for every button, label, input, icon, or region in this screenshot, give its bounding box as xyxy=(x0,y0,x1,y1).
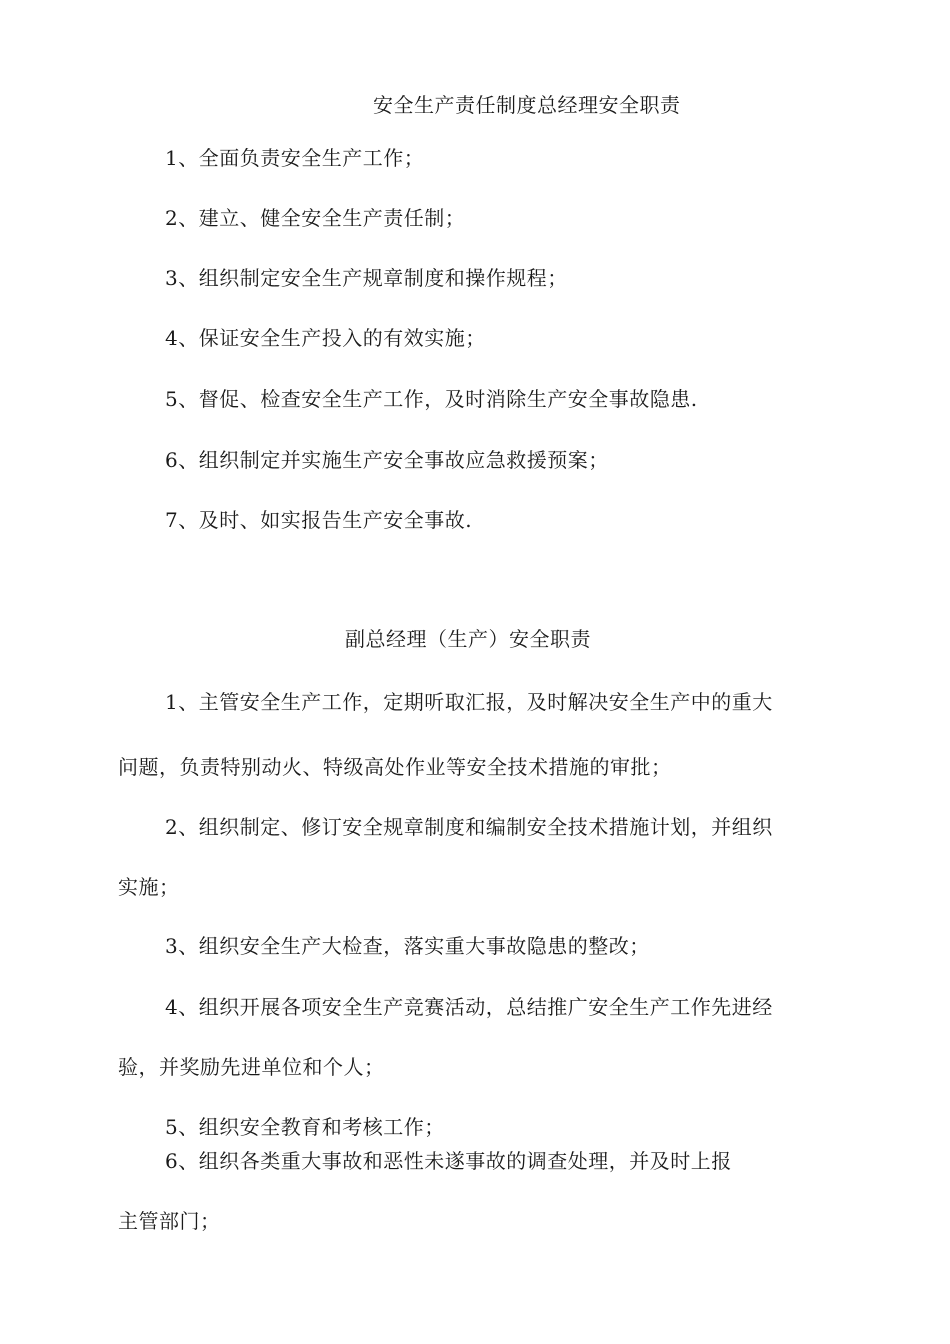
section1-title: 安全生产责任制度总经理安全职责 xyxy=(373,93,681,117)
section1-item-2: 2、建立、健全安全生产责任制； xyxy=(165,206,466,230)
section2-item-1-line-2: 问题，负责特别动火、特级高处作业等安全技术措施的审批； xyxy=(118,755,672,779)
section2-item-5: 5、组织安全教育和考核工作； xyxy=(165,1115,445,1139)
section1-item-1: 1、全面负责安全生产工作； xyxy=(165,146,425,170)
section1-item-4: 4、保证安全生产投入的有效实施； xyxy=(165,326,486,350)
section2-item-6-line-2: 主管部门； xyxy=(118,1209,221,1233)
section1-item-5: 5、督促、检查安全生产工作，及时消除生产安全事故隐患. xyxy=(165,387,698,411)
section2-item-3: 3、组织安全生产大检查，落实重大事故隐患的整改； xyxy=(165,934,650,958)
section2-item-4-line-2: 验，并奖励先进单位和个人； xyxy=(118,1055,385,1079)
section2-item-1-line-1: 1、主管安全生产工作，定期听取汇报，及时解决安全生产中的重大 xyxy=(165,690,773,714)
section2-item-2-line-1: 2、组织制定、修订安全规章制度和编制安全技术措施计划，并组织 xyxy=(165,815,773,839)
section2-item-4-line-1: 4、组织开展各项安全生产竞赛活动，总结推广安全生产工作先进经 xyxy=(165,995,773,1019)
section2-item-6-line-1: 6、组织各类重大事故和恶性未遂事故的调查处理，并及时上报 xyxy=(165,1149,732,1173)
section1-item-6: 6、组织制定并实施生产安全事故应急救援预案； xyxy=(165,448,609,472)
section1-item-7: 7、及时、如实报告生产安全事故. xyxy=(165,508,473,532)
section2-item-2-line-2: 实施； xyxy=(118,875,180,899)
section1-item-3: 3、组织制定安全生产规章制度和操作规程； xyxy=(165,266,568,290)
section2-title: 副总经理（生产）安全职责 xyxy=(345,627,591,651)
